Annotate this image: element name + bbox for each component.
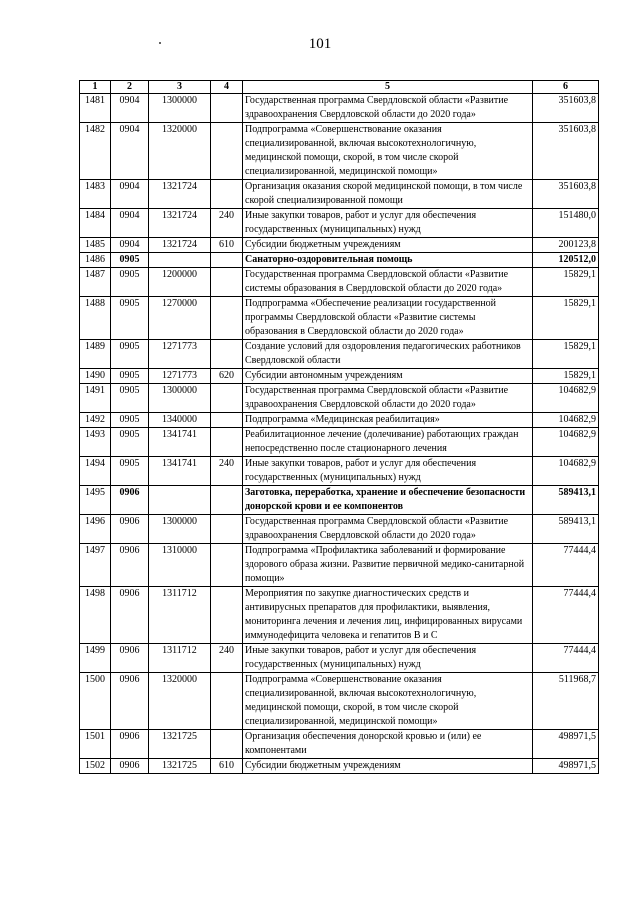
table-row (80, 384, 599, 413)
amount: 351603,8 (533, 180, 599, 209)
row-number: 1484 (80, 209, 111, 238)
item-name: Подпрограмма «Обеспечение реализации государственной программы Свердловской области «Развитие системы образования в Свердловской области до 2020 года» (243, 297, 533, 340)
section-code: 0906 (111, 515, 149, 544)
section-code: 0906 (111, 730, 149, 759)
target-code: 1271773 (149, 369, 211, 384)
scan-speck (159, 42, 161, 44)
section-code: 0906 (111, 544, 149, 587)
section-code: 0904 (111, 123, 149, 180)
row-number: 1492 (80, 413, 111, 428)
item-name: Государственная программа Свердловской области «Развитие здравоохранения Свердловской области до 2020 года» (243, 384, 533, 413)
section-code: 0904 (111, 180, 149, 209)
item-name: Подпрограмма «Совершенствование оказания специализированной, включая высокотехнологичную, медицинской помощи, скорой, в том числе скорой специализированной, медицинской помощи» (243, 123, 533, 180)
target-code: 1311712 (149, 587, 211, 644)
amount: 120512,0 (533, 253, 599, 268)
item-name: Подпрограмма «Медицинская реабилитация» (243, 413, 533, 428)
header-col-4: 4 (211, 81, 243, 94)
page-number: 101 (308, 36, 332, 52)
target-code (149, 253, 211, 268)
table-row (80, 369, 599, 384)
header-col-1: 1 (80, 81, 111, 94)
row-number: 1486 (80, 253, 111, 268)
table-row (80, 587, 599, 644)
target-code: 1311712 (149, 644, 211, 673)
expense-type (211, 297, 243, 340)
row-number: 1487 (80, 268, 111, 297)
row-number: 1494 (80, 457, 111, 486)
amount: 104682,9 (533, 413, 599, 428)
table-row (80, 297, 599, 340)
amount: 77444,4 (533, 587, 599, 644)
row-number: 1496 (80, 515, 111, 544)
section-code: 0906 (111, 759, 149, 774)
amount: 104682,9 (533, 384, 599, 413)
section-code: 0906 (111, 486, 149, 515)
target-code: 1300000 (149, 515, 211, 544)
amount: 104682,9 (533, 428, 599, 457)
amount: 351603,8 (533, 123, 599, 180)
expense-type (211, 544, 243, 587)
row-number: 1499 (80, 644, 111, 673)
amount: 15829,1 (533, 340, 599, 369)
target-code: 1321724 (149, 238, 211, 253)
item-name: Организация оказания скорой медицинской помощи, в том числе скорой специализированной помощи (243, 180, 533, 209)
expense-type: 610 (211, 759, 243, 774)
item-name: Заготовка, переработка, хранение и обеспечение безопасности донорской крови и ее компонентов (243, 486, 533, 515)
table-row (80, 238, 599, 253)
amount: 511968,7 (533, 673, 599, 730)
target-code: 1340000 (149, 413, 211, 428)
item-name: Государственная программа Свердловской области «Развитие здравоохранения Свердловской области до 2020 года» (243, 515, 533, 544)
target-code: 1321725 (149, 759, 211, 774)
section-code: 0906 (111, 644, 149, 673)
target-code: 1320000 (149, 123, 211, 180)
row-number: 1500 (80, 673, 111, 730)
budget-table (79, 80, 599, 774)
row-number: 1497 (80, 544, 111, 587)
amount: 15829,1 (533, 297, 599, 340)
item-name: Субсидии бюджетным учреждениям (243, 759, 533, 774)
table-row (80, 209, 599, 238)
header-col-2: 2 (111, 81, 149, 94)
section-code: 0906 (111, 587, 149, 644)
header-row (80, 81, 599, 94)
row-number: 1483 (80, 180, 111, 209)
expense-type (211, 413, 243, 428)
row-number: 1482 (80, 123, 111, 180)
table-row (80, 486, 599, 515)
row-number: 1502 (80, 759, 111, 774)
row-number: 1481 (80, 94, 111, 123)
item-name: Иные закупки товаров, работ и услуг для обеспечения государственных (муниципальных) нужд (243, 644, 533, 673)
row-number: 1489 (80, 340, 111, 369)
amount: 200123,8 (533, 238, 599, 253)
section-code: 0905 (111, 428, 149, 457)
expense-type: 240 (211, 209, 243, 238)
amount: 589413,1 (533, 515, 599, 544)
expense-type (211, 486, 243, 515)
target-code: 1200000 (149, 268, 211, 297)
section-code: 0905 (111, 297, 149, 340)
target-code: 1300000 (149, 384, 211, 413)
amount: 77444,4 (533, 644, 599, 673)
table-row (80, 413, 599, 428)
table-row (80, 253, 599, 268)
table-row (80, 673, 599, 730)
amount: 15829,1 (533, 369, 599, 384)
row-number: 1488 (80, 297, 111, 340)
expense-type (211, 123, 243, 180)
target-code: 1341741 (149, 457, 211, 486)
item-name: Иные закупки товаров, работ и услуг для обеспечения государственных (муниципальных) нужд (243, 457, 533, 486)
item-name: Государственная программа Свердловской области «Развитие здравоохранения Свердловской области до 2020 года» (243, 94, 533, 123)
section-code: 0905 (111, 369, 149, 384)
section-code: 0904 (111, 209, 149, 238)
expense-type (211, 180, 243, 209)
item-name: Субсидии бюджетным учреждениям (243, 238, 533, 253)
target-code: 1271773 (149, 340, 211, 369)
item-name: Подпрограмма «Совершенствование оказания специализированной, включая высокотехнологичную, медицинской помощи, скорой, в том числе скорой специализированной, медицинской помощи» (243, 673, 533, 730)
amount: 498971,5 (533, 730, 599, 759)
header-col-5: 5 (243, 81, 533, 94)
table-row (80, 340, 599, 369)
expense-type (211, 673, 243, 730)
section-code: 0905 (111, 413, 149, 428)
expense-type (211, 268, 243, 297)
target-code (149, 486, 211, 515)
row-number: 1493 (80, 428, 111, 457)
expense-type (211, 428, 243, 457)
section-code: 0904 (111, 238, 149, 253)
row-number: 1491 (80, 384, 111, 413)
table-row (80, 759, 599, 774)
amount: 498971,5 (533, 759, 599, 774)
item-name: Организация обеспечения донорской кровью и (или) ее компонентами (243, 730, 533, 759)
expense-type: 620 (211, 369, 243, 384)
item-name: Государственная программа Свердловской области «Развитие системы образования в Свердловской области до 2020 года» (243, 268, 533, 297)
target-code: 1270000 (149, 297, 211, 340)
section-code: 0904 (111, 94, 149, 123)
item-name: Мероприятия по закупке диагностических средств и антивирусных препаратов для профилактики, выявления, мониторинга лечения и лечения лиц, инфицированных вирусами иммунодефицита человека и гепатитов В и С (243, 587, 533, 644)
expense-type (211, 730, 243, 759)
item-name: Субсидии автономным учреждениям (243, 369, 533, 384)
expense-type: 610 (211, 238, 243, 253)
section-code: 0905 (111, 268, 149, 297)
section-code: 0906 (111, 673, 149, 730)
target-code: 1321724 (149, 209, 211, 238)
expense-type (211, 94, 243, 123)
amount: 104682,9 (533, 457, 599, 486)
table-row (80, 94, 599, 123)
row-number: 1498 (80, 587, 111, 644)
table-row (80, 268, 599, 297)
amount: 151480,0 (533, 209, 599, 238)
section-code: 0905 (111, 340, 149, 369)
item-name: Санаторно-оздоровительная помощь (243, 253, 533, 268)
target-code: 1341741 (149, 428, 211, 457)
item-name: Иные закупки товаров, работ и услуг для обеспечения государственных (муниципальных) нужд (243, 209, 533, 238)
table-row (80, 457, 599, 486)
section-code: 0905 (111, 253, 149, 268)
expense-type (211, 587, 243, 644)
amount: 351603,8 (533, 94, 599, 123)
table-row (80, 515, 599, 544)
header-col-6: 6 (533, 81, 599, 94)
table-row (80, 544, 599, 587)
item-name: Реабилитационное лечение (долечивание) работающих граждан непосредственно после стационарного лечения (243, 428, 533, 457)
expense-type (211, 515, 243, 544)
row-number: 1485 (80, 238, 111, 253)
expense-type: 240 (211, 457, 243, 486)
amount: 77444,4 (533, 544, 599, 587)
table-row (80, 428, 599, 457)
amount: 589413,1 (533, 486, 599, 515)
row-number: 1501 (80, 730, 111, 759)
target-code: 1321725 (149, 730, 211, 759)
target-code: 1300000 (149, 94, 211, 123)
amount: 15829,1 (533, 268, 599, 297)
item-name: Подпрограмма «Профилактика заболеваний и формирование здорового образа жизни. Развитие первичной медико-санитарной помощи» (243, 544, 533, 587)
section-code: 0905 (111, 457, 149, 486)
section-code: 0905 (111, 384, 149, 413)
table-row (80, 180, 599, 209)
header-col-3: 3 (149, 81, 211, 94)
expense-type (211, 340, 243, 369)
expense-type (211, 384, 243, 413)
row-number: 1495 (80, 486, 111, 515)
target-code: 1320000 (149, 673, 211, 730)
expense-type (211, 253, 243, 268)
table-row (80, 123, 599, 180)
table-row (80, 644, 599, 673)
row-number: 1490 (80, 369, 111, 384)
expense-type: 240 (211, 644, 243, 673)
item-name: Создание условий для оздоровления педагогических работников Свердловской области (243, 340, 533, 369)
table-row (80, 730, 599, 759)
target-code: 1310000 (149, 544, 211, 587)
target-code: 1321724 (149, 180, 211, 209)
